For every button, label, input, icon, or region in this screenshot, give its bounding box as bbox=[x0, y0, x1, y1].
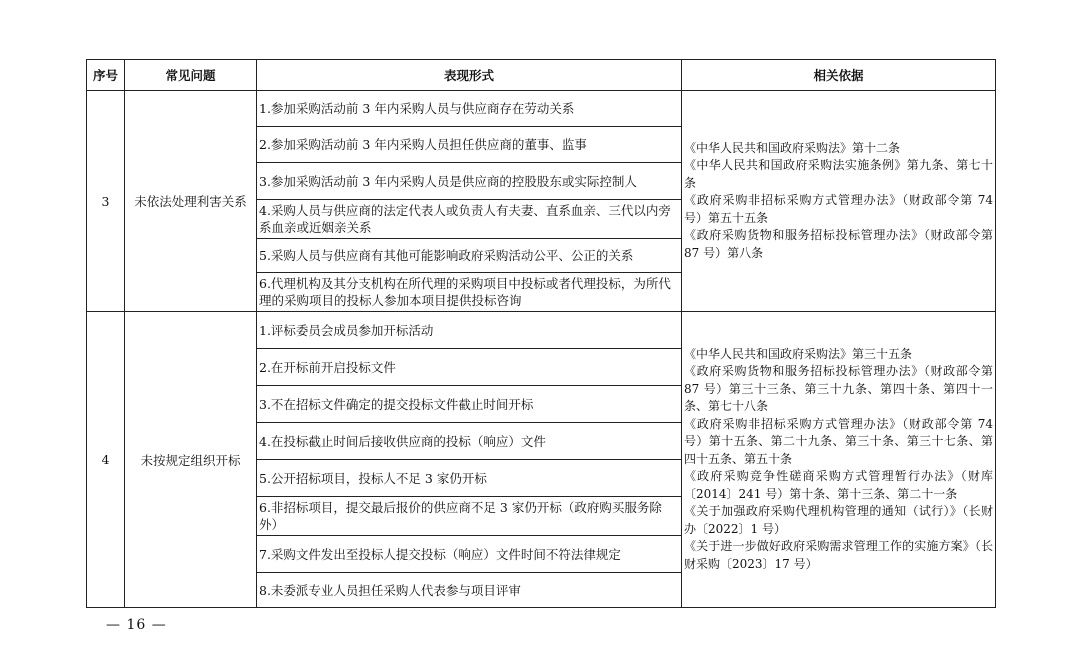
form-cell: 6.非招标项目，提交最后报价的供应商不足 3 家仍开标（政府购买服务除外） bbox=[257, 497, 682, 536]
page-number: — 16 — bbox=[106, 617, 167, 633]
header-issue: 常见问题 bbox=[125, 60, 257, 91]
regulation-table bbox=[86, 59, 996, 608]
basis-cell bbox=[682, 312, 996, 608]
form-cell: 2.在开标前开启投标文件 bbox=[257, 349, 682, 386]
basis-item: 《政府采购货物和服务招标投标管理办法》（财政部令第 87 号）第八条 bbox=[684, 228, 993, 260]
form-cell: 5.公开招标项目，投标人不足 3 家仍开标 bbox=[257, 460, 682, 497]
basis-item: 《政府采购非招标采购方式管理办法》（财政部令第 74 号）第五十五条 bbox=[684, 193, 993, 225]
basis-item: 《中华人民共和国政府采购法》第三十五条 bbox=[684, 346, 913, 361]
form-cell: 1.评标委员会成员参加开标活动 bbox=[257, 312, 682, 349]
form-cell: 5.采购人员与供应商有其他可能影响政府采购活动公平、公正的关系 bbox=[257, 239, 682, 273]
form-cell: 2.参加采购活动前 3 年内采购人员担任供应商的董事、监事 bbox=[257, 127, 682, 163]
basis-item: 《政府采购竞争性磋商采购方式管理暂行办法》（财库〔2014〕241 号）第十条、第十三条、第二十一条 bbox=[684, 469, 993, 501]
basis-item: 《中华人民共和国政府采购法》第十二条 bbox=[684, 140, 901, 155]
row-number: 3 bbox=[87, 91, 125, 312]
basis-item: 《政府采购货物和服务招标投标管理办法》（财政部令第 87 号）第三十三条、第三十九条、第四十条、第四十一条、第七十八条 bbox=[684, 364, 993, 414]
row-number: 4 bbox=[87, 312, 125, 608]
table-row bbox=[87, 91, 996, 127]
form-cell: 7.采购文件发出至投标人提交投标（响应）文件时间不符法律规定 bbox=[257, 536, 682, 573]
basis-item: 《中华人民共和国政府采购法实施条例》第九条、第七十条 bbox=[684, 158, 993, 190]
table-row bbox=[87, 312, 996, 349]
header-number: 序号 bbox=[87, 60, 125, 91]
header-basis: 相关依据 bbox=[682, 60, 996, 91]
basis-cell bbox=[682, 91, 996, 312]
basis-item: 《关于加强政府采购代理机构管理的通知（试行）》（长财办〔2022〕1 号） bbox=[684, 504, 993, 536]
issue-cell: 未按规定组织开标 bbox=[125, 312, 257, 608]
form-cell: 1.参加采购活动前 3 年内采购人员与供应商存在劳动关系 bbox=[257, 91, 682, 127]
form-cell: 4.在投标截止时间后接收供应商的投标（响应）文件 bbox=[257, 423, 682, 460]
basis-item: 《关于进一步做好政府采购需求管理工作的实施方案》（长财采购〔2023〕17 号） bbox=[684, 539, 993, 571]
form-cell: 4.采购人员与供应商的法定代表人或负责人有夫妻、直系血亲、三代以内旁系血亲或近姻亲关系 bbox=[257, 200, 682, 239]
form-cell: 3.参加采购活动前 3 年内采购人员是供应商的控股股东或实际控制人 bbox=[257, 163, 682, 200]
form-cell: 3.不在招标文件确定的提交投标文件截止时间开标 bbox=[257, 386, 682, 423]
table-header-row bbox=[87, 60, 996, 91]
issue-cell: 未依法处理利害关系 bbox=[125, 91, 257, 312]
basis-item: 《政府采购非招标采购方式管理办法》（财政部令第 74 号）第十五条、第二十九条、第三十条、第三十七条、第四十五条、第五十条 bbox=[684, 416, 993, 466]
form-cell: 6.代理机构及其分支机构在所代理的采购项目中投标或者代理投标，为所代理的采购项目的投标人参加本项目提供投标咨询 bbox=[257, 273, 682, 312]
header-form: 表现形式 bbox=[257, 60, 682, 91]
form-cell: 8.未委派专业人员担任采购人代表参与项目评审 bbox=[257, 573, 682, 608]
